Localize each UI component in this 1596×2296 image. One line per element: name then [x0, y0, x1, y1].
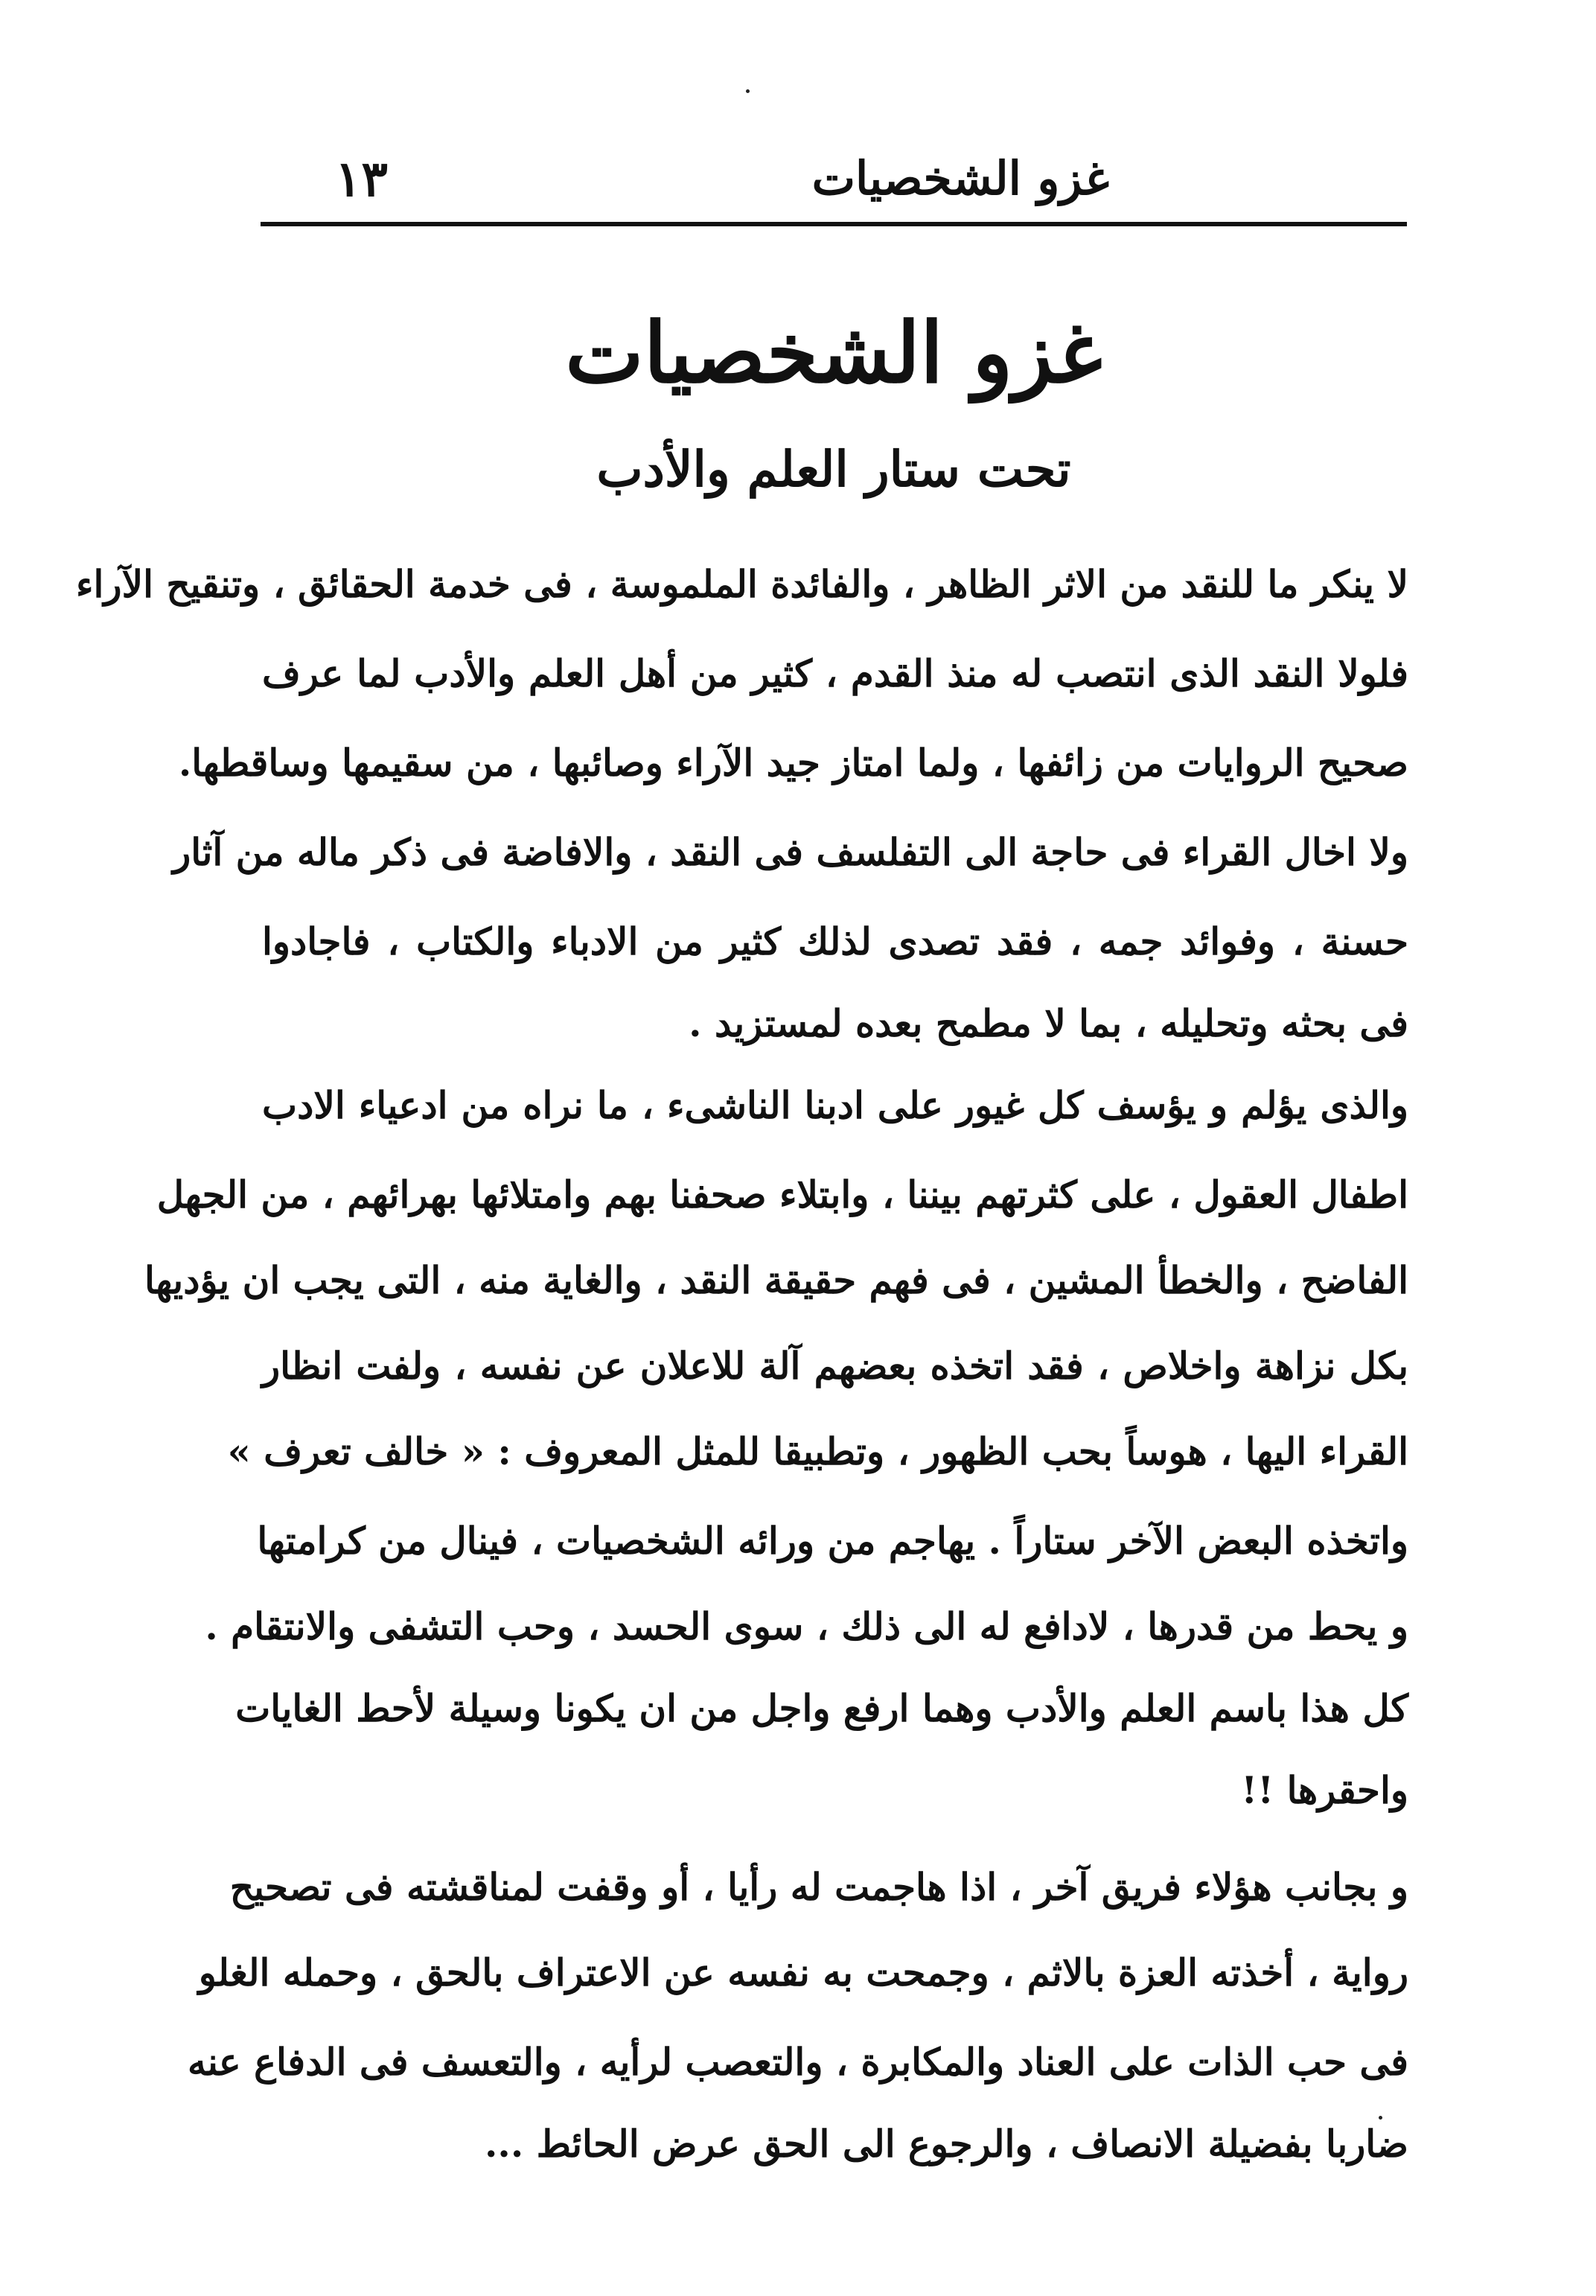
running-title: غزو الشخصيات: [811, 151, 1109, 205]
ink-speck: [1379, 2116, 1382, 2120]
text-line: واحقرها !!: [1241, 1768, 1408, 1812]
chapter-subtitle: تحت ستار العلم والأدب: [596, 440, 1071, 498]
text-line: والذى يؤلم و يؤسف كل غيور على ادبنا الناشىء ، ما نراه من ادعياء الادب: [262, 1083, 1408, 1127]
text-line: بكل نزاهة واخلاص ، فقد اتخذه بعضهم آلة للاعلان عن نفسه ، ولفت انظار: [262, 1344, 1408, 1388]
text-line: صحيح الروايات من زائفها ، ولما امتاز جيد الآراء وصائبها ، من سقيمها وساقطها.: [178, 741, 1408, 785]
text-line: القراء اليها ، هوساً بحب الظهور ، وتطبيقا للمثل المعروف : « خالف تعرف »: [227, 1429, 1408, 1473]
text-line: واتخذه البعض الآخر ستاراً . يهاجم من ورائه الشخصيات ، فينال من كرامتها: [257, 1519, 1408, 1563]
chapter-title: غزو الشخصيات: [565, 304, 1102, 402]
text-line: الفاضح ، والخطأ المشين ، فى فهم حقيقة النقد ، والغاية منه ، التى يجب ان يؤديها: [144, 1258, 1408, 1302]
text-line: و يحط من قدرها ، لادافع له الى ذلك ، سوى الحسد ، وحب التشفى والانتقام .: [205, 1604, 1408, 1648]
text-line: رواية ، أخذته العزة بالاثم ، وجمحت به نفسه عن الاعتراف بالحق ، وحمله الغلو: [198, 1951, 1408, 1994]
header-rule: [261, 222, 1407, 226]
text-line: فى حب الذات على العناد والمكابرة ، والتعصب لرأيه ، والتعسف فى الدفاع عنه: [188, 2040, 1408, 2084]
text-line: حسنة ، وفوائد جمه ، فقد تصدى لذلك كثير من الادباء والكتاب ، فاجادوا: [262, 919, 1408, 963]
text-line: فى بحثه وتحليله ، بما لا مطمح بعده لمستزيد .: [689, 1001, 1408, 1045]
text-line: و بجانب هؤلاء فريق آخر ، اذا هاجمت له رأيا ، أو وقفت لمناقشته فى تصحيح: [229, 1865, 1408, 1909]
text-line: اطفال العقول ، على كثرتهم بيننا ، وابتلاء صحفنا بهم وامتلائها بهرائهم ، من الجهل: [156, 1173, 1408, 1216]
text-line: لا ينكر ما للنقد من الاثر الظاهر ، والفائدة الملموسة ، فى خدمة الحقائق ، وتنقيح الآراء: [76, 562, 1408, 606]
running-header: [261, 141, 1407, 216]
page-number: ١٣: [335, 150, 388, 208]
text-line: كل هذا باسم العلم والأدب وهما ارفع واجل من ان يكونا وسيلة لأحط الغايات: [235, 1686, 1408, 1730]
ink-speck: [746, 89, 750, 93]
text-line: ولا اخال القراء فى حاجة الى التفلسف فى النقد ، والافاضة فى ذكر ماله من آثار: [173, 830, 1408, 874]
text-line: فلولا النقد الذى انتصب له منذ القدم ، كثير من أهل العلم والأدب لما عرف: [262, 651, 1408, 695]
text-line: ضاربا بفضيلة الانصاف ، والرجوع الى الحق عرض الحائط ...: [485, 2122, 1408, 2166]
